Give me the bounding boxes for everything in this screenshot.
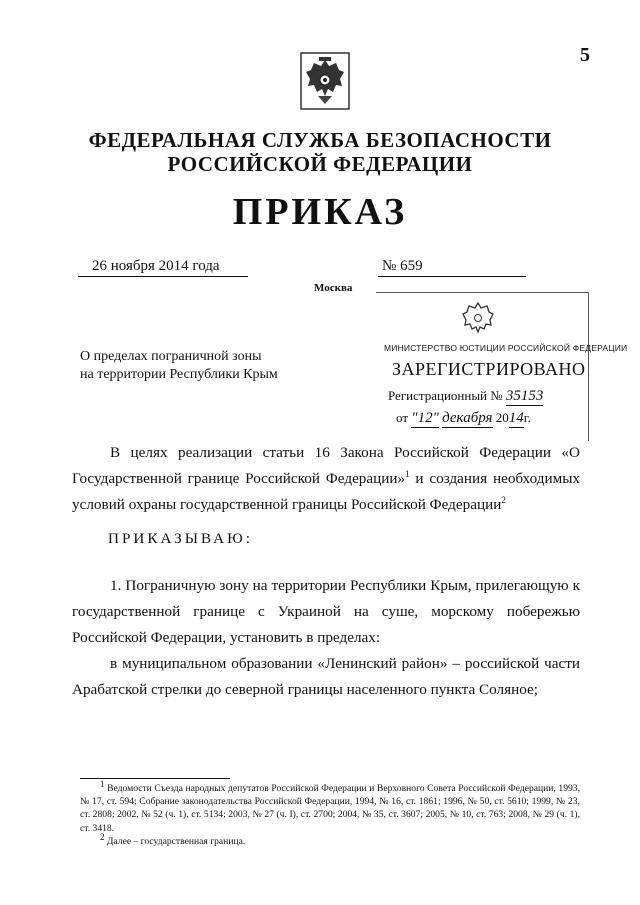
year-prefix: 20 [495, 410, 509, 425]
intro-text-1: В целях реализации статьи 16 Закона Российской Федерации «О Государственной границе Российской Федерации» [72, 444, 580, 487]
subject-line1: О пределах пограничной зоны [80, 349, 262, 364]
footnote-2-text: Далее – государственная граница. [104, 835, 246, 847]
stamp-coat-of-arms-icon [460, 299, 496, 337]
registration-stamp [376, 292, 628, 441]
footnotes [80, 778, 580, 848]
footnote-ref-2: 2 [501, 494, 506, 505]
document-title: ПРИКАЗ [232, 191, 408, 233]
stamp-ministry: МИНИСТЕРСТВО ЮСТИЦИИ РОССИЙСКОЙ ФЕДЕРАЦИИ [384, 343, 628, 353]
year-end: г. [523, 410, 531, 425]
command-word: ПРИКАЗЫВАЮ: [108, 530, 253, 547]
date-prefix: от [396, 410, 409, 425]
city: Москва [314, 282, 353, 294]
date-underline [78, 276, 248, 277]
footnote-ref-1: 1 [405, 468, 410, 479]
russian-coat-of-arms-icon [300, 52, 350, 110]
number-value: 659 [400, 258, 423, 274]
order-subject [80, 348, 278, 384]
footnote-2 [80, 831, 580, 848]
stamp-month: декабря [442, 410, 493, 426]
footnote-1-mark: 1 [100, 778, 105, 789]
stamp-day: "12" [411, 410, 439, 426]
item-1: 1. Пограничную зону на территории Республики Крым, прилегающую к государственной границе с Украиной на суше, морскому побережью Российской Федерации, установить в пределах: [72, 577, 580, 646]
stamp-date [396, 410, 531, 428]
footnote-2-mark: 2 [100, 831, 105, 842]
stamp-year: 14 [508, 410, 524, 426]
agency-name-line2: РОССИЙСКОЙ ФЕДЕРАЦИИ [167, 152, 473, 176]
page-number: 5 [580, 44, 590, 66]
order-date: 26 ноября 2014 года [92, 258, 220, 274]
stamp-registered: ЗАРЕГИСТРИРОВАНО [392, 359, 586, 379]
footnote-1 [80, 778, 580, 835]
stamp-registration-number [388, 388, 543, 406]
reg-label: Регистрационный № [388, 388, 503, 403]
intro-paragraph [72, 440, 580, 518]
footnote-1-text: Ведомости Съезда народных депутатов Российской Федерации и Верховного Совета Российской Федерации, 1993, № 17, ст. 594; Собрание законодательства Российской Федерации, 1994, № 16, ст. 1861; 1996, № 50, ст. 5610; 1999, № 23, ст. 2808; 2002, № 52 (ч. 1), ст. 5134; 2003, № 27 (ч. I), ст. 2700; 2004, № 35, ст. 3607; 2005, № 10, ст. 763; 2008, № 29 (ч. 1), ст. 3418. [80, 783, 580, 834]
subject-line2: на территории Республики Крым [80, 367, 278, 382]
item-1-subitem: в муниципальном образовании «Ленинский район» – российской части Арабатской стрелки до северной границы населенного пункта Соляное; [72, 655, 580, 698]
reg-number: 35153 [505, 388, 544, 404]
agency-name-line1: ФЕДЕРАЛЬНАЯ СЛУЖБА БЕЗОПАСНОСТИ [88, 128, 552, 152]
order-number [382, 258, 423, 275]
number-label: № [382, 258, 397, 274]
intro-text-2: и создания необходимых условий охраны государственной границы Российской Федерации [72, 470, 580, 513]
number-underline [378, 276, 526, 277]
